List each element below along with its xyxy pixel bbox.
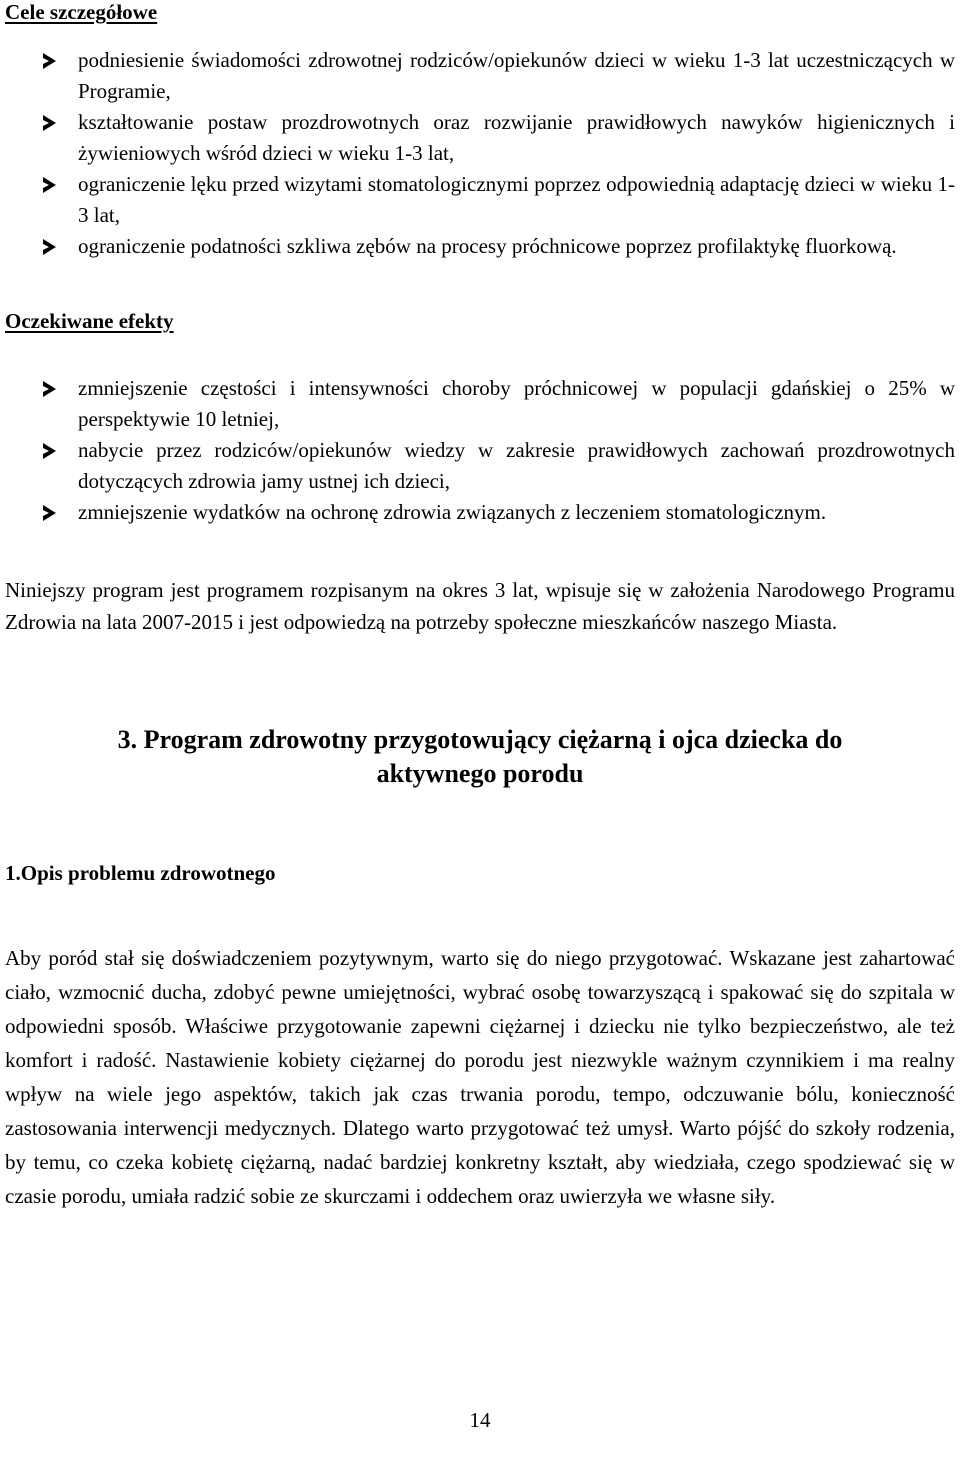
section-title-line2: aktywnego porodu	[376, 759, 584, 788]
list-item	[5, 231, 955, 262]
arrow-bullet-icon	[43, 53, 56, 69]
effect-item-text: zmniejszenie częstości i intensywności choroby próchnicowej w populacji gdańskiej o 25% w perspektywie 10 letniej,	[78, 376, 955, 431]
effect-item-text: nabycie przez rodziców/opiekunów wiedzy w zakresie prawidłowych zachowań prozdrowotnych dotyczących zdrowia jamy ustnej ich dzieci,	[78, 438, 955, 493]
body-paragraph: Aby poród stał się doświadczeniem pozytywnym, warto się do niego przygotować. Wskazane jest zahartować ciało, wzmocnić ducha, zdobyć pewne umiejętności, wybrać osobę towarzyszącą i spakować się do szpitala w odpowiedni sposób. Właściwe przygotowanie zapewni ciężarnej i dziecku nie tylko bezpieczeństwo, ale też komfort i radość. Nastawienie kobiety ciężarnej do porodu jest niezwykle ważnym czynnikiem i ma realny wpływ na wiele jego aspektów, takich jak czas trwania porodu, tempo, odczuwanie bólu, konieczność zastosowania interwencji medycznych. Dlatego warto przygotować też umysł. Warto pójść do szkoły rodzenia, by temu, co czeka kobietę ciężarną, nadać bardziej konkretny kształt, aby wiedziała, czego spodziewać się w czasie porodu, umiała radzić sobie ze skurczami i oddechem oraz uwierzyła we własne siły.	[5, 946, 955, 1208]
goal-item-text: ograniczenie podatności szkliwa zębów na procesy próchnicowe poprzez profilaktykę fluorkową.	[78, 234, 897, 258]
arrow-bullet-icon	[43, 115, 56, 131]
subheading: 1.Opis problemu zdrowotnego	[5, 861, 276, 885]
effects-heading: Oczekiwane efekty	[5, 309, 174, 333]
arrow-bullet-icon	[43, 443, 56, 459]
goals-list	[5, 45, 955, 262]
summary-paragraph: Niniejszy program jest programem rozpisanym na okres 3 lat, wpisuje się w założenia Narodowego Programu Zdrowia na lata 2007-2015 i jest odpowiedzą na potrzeby społeczne mieszkańców naszego Miasta.	[5, 578, 955, 634]
arrow-bullet-icon	[43, 239, 56, 255]
list-item	[5, 169, 955, 231]
arrow-bullet-icon	[43, 177, 56, 193]
list-item	[5, 435, 955, 497]
effects-list	[5, 373, 955, 528]
page-number: 14	[469, 1408, 491, 1432]
section-title-line1: 3. Program zdrowotny przygotowujący ciężarną i ojca dziecka do	[117, 725, 843, 754]
goals-heading: Cele szczegółowe	[5, 0, 158, 24]
list-item	[5, 373, 955, 435]
list-item	[5, 107, 955, 169]
arrow-bullet-icon	[43, 381, 56, 397]
arrow-bullet-icon	[43, 505, 56, 521]
effect-item-text: zmniejszenie wydatków na ochronę zdrowia związanych z leczeniem stomatologicznym.	[78, 500, 827, 524]
list-item	[5, 497, 955, 528]
goal-item-text: ograniczenie lęku przed wizytami stomatologicznymi poprzez odpowiednią adaptację dzieci w wieku 1-3 lat,	[78, 172, 955, 227]
list-item	[5, 45, 955, 107]
goal-item-text: kształtowanie postaw prozdrowotnych oraz rozwijanie prawidłowych nawyków higienicznych i żywieniowych wśród dzieci w wieku 1-3 lat,	[78, 110, 955, 165]
goal-item-text: podniesienie świadomości zdrowotnej rodziców/opiekunów dzieci w wieku 1-3 lat uczestniczących w Programie,	[78, 48, 955, 103]
